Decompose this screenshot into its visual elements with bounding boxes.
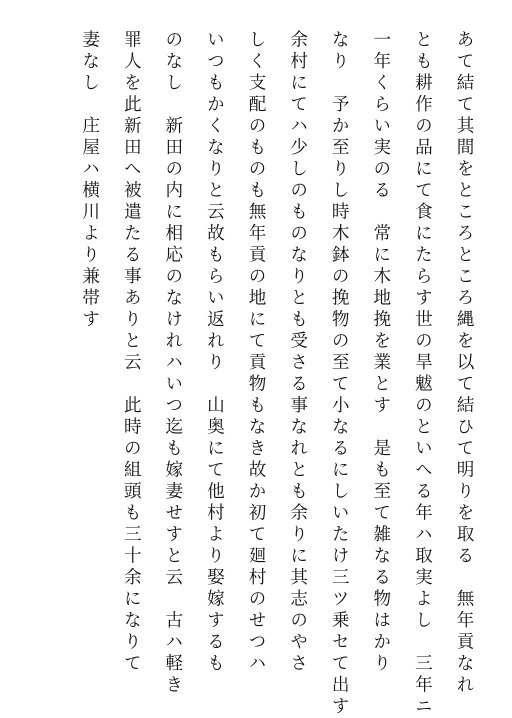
vertical-text-body [68,30,484,718]
text-line-3: 一年くらい実のる 常に木地挽を業とす 是も至て雑なる物はかり [370,30,391,675]
text-line-4: なり 予か至りし時木鉢の挽物の至て小なるにしいたけ三ツ乗セて出す [329,30,350,718]
text-line-2: とも耕作の品にて食にたらす世の旱魃のといへる年ハ取実よし 三年ニ [412,30,433,718]
text-line-8: のなし 新田の内に相応のなけれハいつ迄も嫁妻せすと云 古ハ軽き [162,30,183,697]
text-line-9: 罪人を此新田へ被遣たる事ありと云 此時の組頭も三十余になりて [121,30,142,675]
text-line-7: いつもかくなりと云故もらい返れり 山奥にて他村より娶嫁するも [204,30,225,675]
text-line-6: しく支配のものも無年貢の地にて貢物もなき故か初て廻村のせつハ [246,30,267,675]
text-line-10: 妻なし 庄屋ハ横川より兼帯す [79,30,100,331]
text-line-1: あて結て其間をところところ縄を以て結ひて明りを取る 無年貢なれ [454,30,474,697]
text-line-5: 余村にてハ少しのものなりとも受さる事なれとも余りに其志のやさ [287,30,308,675]
